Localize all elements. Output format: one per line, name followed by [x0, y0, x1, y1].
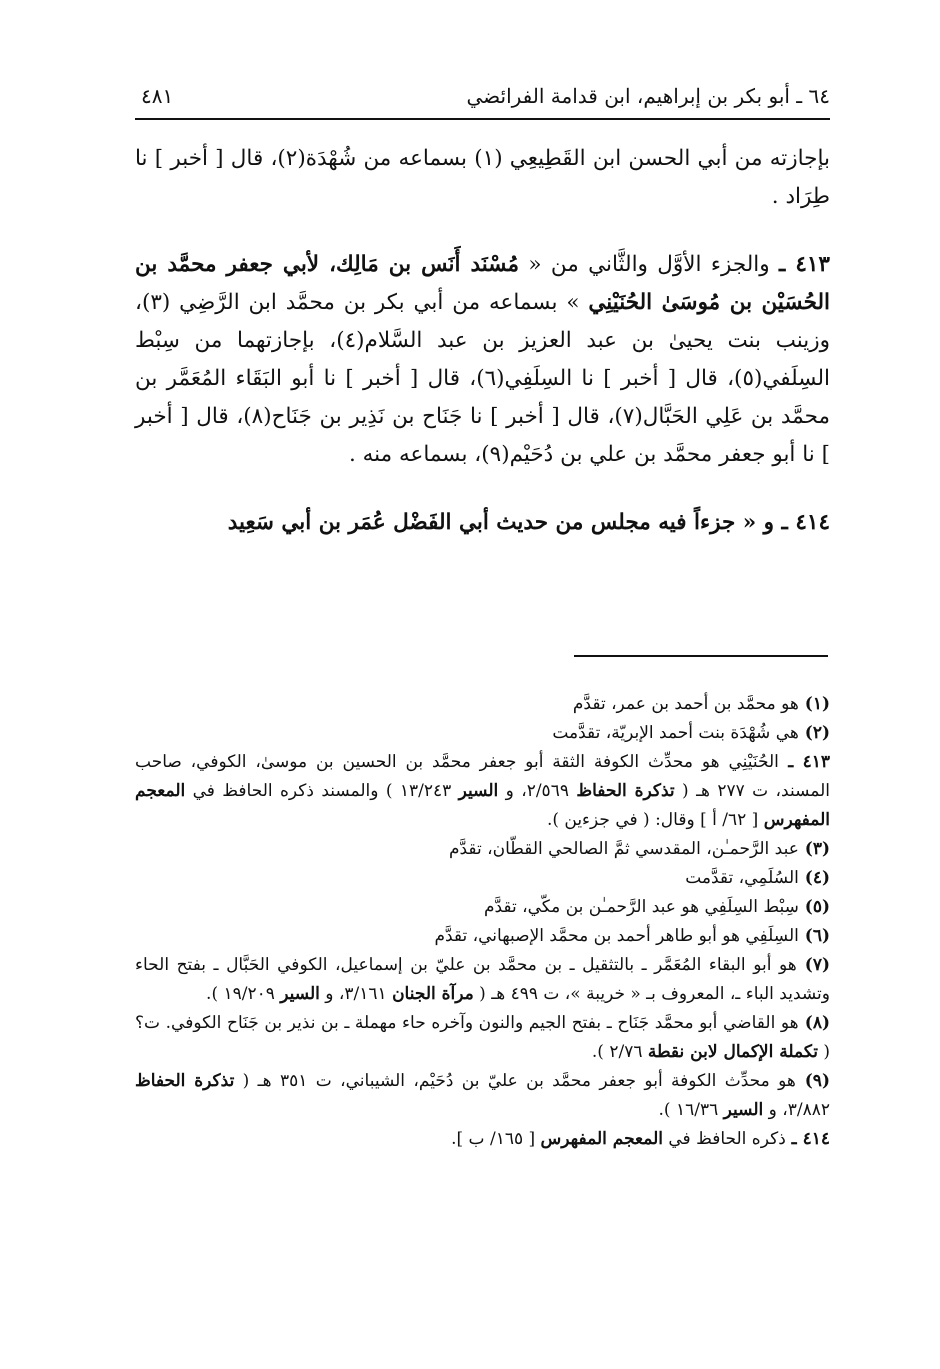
footnote-text: ٣/٨٨٢، و	[763, 1100, 830, 1120]
header-rule	[135, 118, 830, 120]
footnote-source-title: تذكرة الحفاظ	[576, 781, 675, 801]
footnote-text: هو أبو البقاء المُعَمَّر ـ بالتثقيل ـ بن محمَّد بن عليّ بن إسماعيل، الكوفي الحَبَّال ـ بفتح الحاء وتشديد الباء ـ، المعروف بـ « خريبة »، ت ٤٩٩ هـ (	[135, 955, 830, 1004]
footnote-text: ٣/١٦١، و	[319, 984, 393, 1004]
footnote-label: (٤)	[798, 868, 830, 888]
footnote	[135, 690, 830, 719]
footnote	[135, 922, 830, 951]
footnote-source-title: السير	[458, 781, 499, 801]
entry-413	[135, 246, 830, 474]
footnote-text: السُلَمِي، تقدَّمت	[685, 868, 799, 888]
footnote-label: ٤١٤ ـ	[785, 1129, 830, 1149]
footnote-text: [ ٦٢/ أ ] وقال: ( في جزءين ).	[546, 810, 764, 830]
footnote	[135, 1125, 830, 1154]
entry-book-title: مُسْنَد أَنَس بن مَالِك، لأبي جعفر محمَّد بن الحُسَيْن بن مُوسَىٰ الحُنَيْنِي	[135, 252, 830, 315]
footnote	[135, 1009, 830, 1067]
footnote-source-title: تكملة الإكمال لابن نقطة	[647, 1042, 818, 1062]
footnote	[135, 951, 830, 1009]
footnote-text: سِبْط السِلَفِي هو عبد الرَّحمـٰن بن مكّي، تقدَّم	[483, 897, 799, 917]
footnote-source-title: مرآة الجنان	[392, 984, 474, 1004]
footnote-text: هو محدِّث الكوفة أبو جعفر محمَّد بن عليّ بن دُحَيْم، الشيباني، ت ٣٥١ هـ (	[234, 1071, 796, 1091]
entry-414	[135, 504, 830, 542]
page-number: ٤٨١	[141, 84, 174, 108]
footnote-source-title: تذكرة الحفاظ	[135, 1071, 235, 1091]
entry-text: و « جزءاً فيه مجلس من حديث أبي الفَضْل عُمَر بن أبي سَعِيد	[227, 510, 782, 535]
main-text	[135, 140, 830, 542]
footnote-text: ١٦/٣٦ ).	[658, 1100, 724, 1120]
footnote-text: ٢/٧٦ ).	[591, 1042, 648, 1062]
footnote	[135, 835, 830, 864]
footnote-text: هي شُهْدَة بنت أحمد الإبريّة، تقدَّمت	[552, 723, 799, 743]
footnotes	[135, 690, 830, 1154]
footnote-label: (٩)	[795, 1071, 830, 1091]
footnote-text: [ ١٦٥/ ب ].	[451, 1129, 541, 1149]
footnote	[135, 864, 830, 893]
footnote-label: (٧)	[796, 955, 830, 975]
footnote-label: (٣)	[798, 839, 830, 859]
entry-number: ٤١٣ ـ	[779, 252, 830, 277]
footnote	[135, 1067, 830, 1125]
page-header	[135, 80, 830, 114]
footnote-separator	[574, 655, 828, 657]
footnote-text: السِلَفِي هو أبو طاهر أحمد بن محمَّد الإصبهاني، تقدَّم	[434, 926, 799, 946]
footnote-source-title: السير	[280, 984, 320, 1004]
footnote-label: (٢)	[798, 723, 830, 743]
footnote-label: (٨)	[798, 1013, 830, 1033]
footnote-text: هو القاضي أبو محمَّد جَنَاح ـ بفتح الجيم والنون وآخره حاء مهملة ـ بن نذير بن جَنَاح الكوفي. ت؟ (	[135, 1013, 830, 1062]
footnote	[135, 893, 830, 922]
footnote-source-title: السير	[723, 1100, 764, 1120]
footnote-text: ١٣/٢٤٣ ) والمسند ذكره الحافظ في	[185, 781, 459, 801]
footnote	[135, 719, 830, 748]
footnote-label: ٤١٣ ـ	[778, 752, 830, 772]
footnote-source-title: المعجم المفهرس	[540, 1129, 663, 1149]
footnote-label: (٦)	[798, 926, 830, 946]
entry-text-a: والجزء الأوَّل والثَّاني من «	[518, 252, 780, 277]
footnote-text: عبد الرَّحمـٰن، المقدسي ثمَّ الصالحي القطّان، تقدَّم	[448, 839, 799, 859]
footnote-text: ١٩/٢٠٩ ).	[206, 984, 281, 1004]
entry-number: ٤١٤ ـ	[781, 510, 830, 535]
footnote-text: الحُنَيْنِي هو محدِّث الكوفة الثقة أبو جعفر محمَّد بن الحسين بن موسىٰ، الكوفي، صاحب المسند، ت ٢٧٧ هـ (	[135, 752, 830, 801]
entry-text-b: » بسماعه من أبي بكر بن محمَّد ابن الرَّضِي (٣)، وزينب بنت يحيىٰ بن عبد العزيز بن عبد السَّلام(٤)، بإجازتهما من سِبْط السِلَفي(٥)، قال [ أخبر ] نا السِلَفِي(٦)، قال [ أخبر ] نا أبو البَقَاء المُعَمَّر بن محمَّد بن عَلِي الحَبَّال(٧)، قال [ أخبر ] نا جَنَاح بن نَذِير بن جَنَاح(٨)، قال [ أخبر ] نا أبو جعفر محمَّد بن علي بن دُحَيْم(٩)، بسماعه منه .	[135, 290, 831, 467]
footnote-source-title: المعجم المفهرس	[135, 781, 830, 830]
footnote-text: ذكره الحافظ في	[662, 1129, 786, 1149]
footnote-label: (١)	[798, 694, 830, 714]
footnote-text: هو محمَّد بن أحمد بن عمر، تقدَّم	[572, 694, 799, 714]
footnote-label: (٥)	[798, 897, 830, 917]
footnote	[135, 748, 830, 835]
running-title: ٦٤ ـ أبو بكر بن إبراهيم، ابن قدامة الفرائضي	[466, 84, 830, 108]
footnote-text: ٢/٥٦٩، و	[498, 781, 577, 801]
paragraph-continuation: بإجازته من أبي الحسن ابن القَطِيعِي (١) بسماعه من شُهْدَة(٢)، قال [ أخبر ] نا طِرَاد .	[135, 146, 831, 209]
